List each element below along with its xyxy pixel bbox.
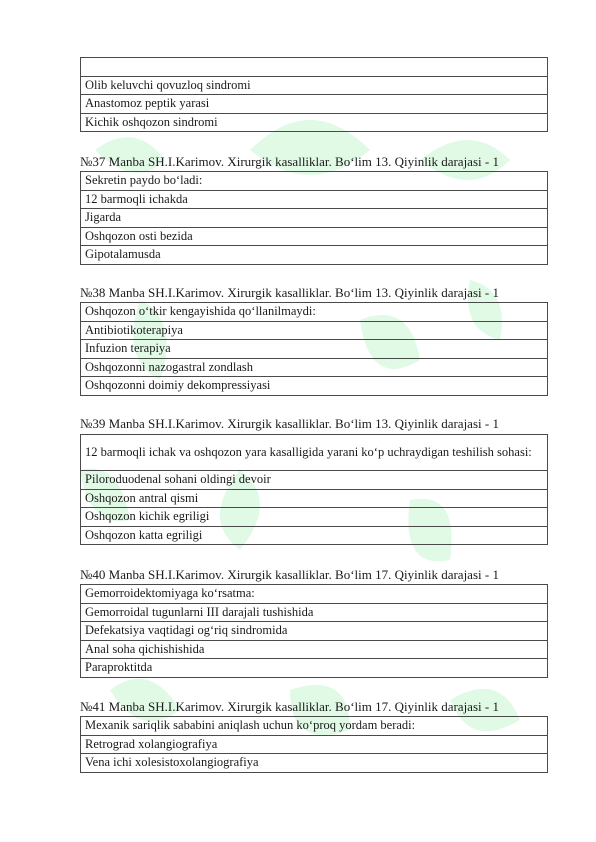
question-text: 12 barmoqli ichak va oshqozon yara kasalligida yarani ko‘p uchraydigan teshilish sohasi: xyxy=(81,435,548,471)
answer-option: Piloroduodenal sohani oldingi devoir xyxy=(81,471,548,490)
question-39-heading: №39 Manba SH.I.Karimov. Xirurgik kasalliklar. Bo‘lim 13. Qiyinlik darajasi - 1 xyxy=(80,416,499,431)
table-cell xyxy=(81,58,548,77)
answer-option: 12 barmoqli ichakda xyxy=(81,190,548,209)
answer-option: Gipotalamusda xyxy=(81,246,548,265)
question-36-table xyxy=(80,57,548,132)
question-40-table xyxy=(80,584,548,678)
answer-option: Olib keluvchi qovuzloq sindromi xyxy=(81,76,548,95)
question-38-table xyxy=(80,302,548,396)
answer-option: Infuzion terapiya xyxy=(81,340,548,359)
answer-option: Anastomoz peptik yarasi xyxy=(81,95,548,114)
question-37-table xyxy=(80,171,548,265)
answer-option: Kichik oshqozon sindromi xyxy=(81,113,548,132)
answer-option: Oshqozonni nazogastral zondlash xyxy=(81,358,548,377)
answer-option: Jigarda xyxy=(81,209,548,228)
question-40-heading: №40 Manba SH.I.Karimov. Xirurgik kasalliklar. Bo‘lim 17. Qiyinlik darajasi - 1 xyxy=(80,567,499,582)
question-text: Oshqozon o‘tkir kengayishida qo‘llanilmaydi: xyxy=(81,303,548,322)
answer-option: Anal soha qichishishida xyxy=(81,640,548,659)
question-38-heading: №38 Manba SH.I.Karimov. Xirurgik kasalliklar. Bo‘lim 13. Qiyinlik darajasi - 1 xyxy=(80,285,499,300)
answer-option: Vena ichi xolesistoxolangiografiya xyxy=(81,754,548,773)
answer-option: Oshqozon antral qismi xyxy=(81,489,548,508)
answer-option: Retrograd xolangiografiya xyxy=(81,735,548,754)
answer-option: Defekatsiya vaqtidagi og‘riq sindromida xyxy=(81,622,548,641)
question-text: Gemorroidektomiyaga ko‘rsatma: xyxy=(81,585,548,604)
answer-option: Oshqozon osti bezida xyxy=(81,227,548,246)
question-39-table xyxy=(80,434,548,545)
question-text: Sekretin paydo bo‘ladi: xyxy=(81,172,548,191)
answer-option: Oshqozonni doimiy dekompressiyasi xyxy=(81,377,548,396)
answer-option: Gemorroidal tugunlarni III darajali tushishida xyxy=(81,603,548,622)
question-37-heading: №37 Manba SH.I.Karimov. Xirurgik kasalliklar. Bo‘lim 13. Qiyinlik darajasi - 1 xyxy=(80,154,499,169)
question-41-table xyxy=(80,716,548,773)
answer-option: Oshqozon katta egriligi xyxy=(81,526,548,545)
answer-option: Antibiotikoterapiya xyxy=(81,321,548,340)
question-41-heading: №41 Manba SH.I.Karimov. Xirurgik kasalliklar. Bo‘lim 17. Qiyinlik darajasi - 1 xyxy=(80,699,499,714)
answer-option: Oshqozon kichik egriligi xyxy=(81,508,548,527)
question-text: Mexanik sariqlik sababini aniqlash uchun ko‘proq yordam beradi: xyxy=(81,717,548,736)
answer-option: Paraproktitda xyxy=(81,659,548,678)
